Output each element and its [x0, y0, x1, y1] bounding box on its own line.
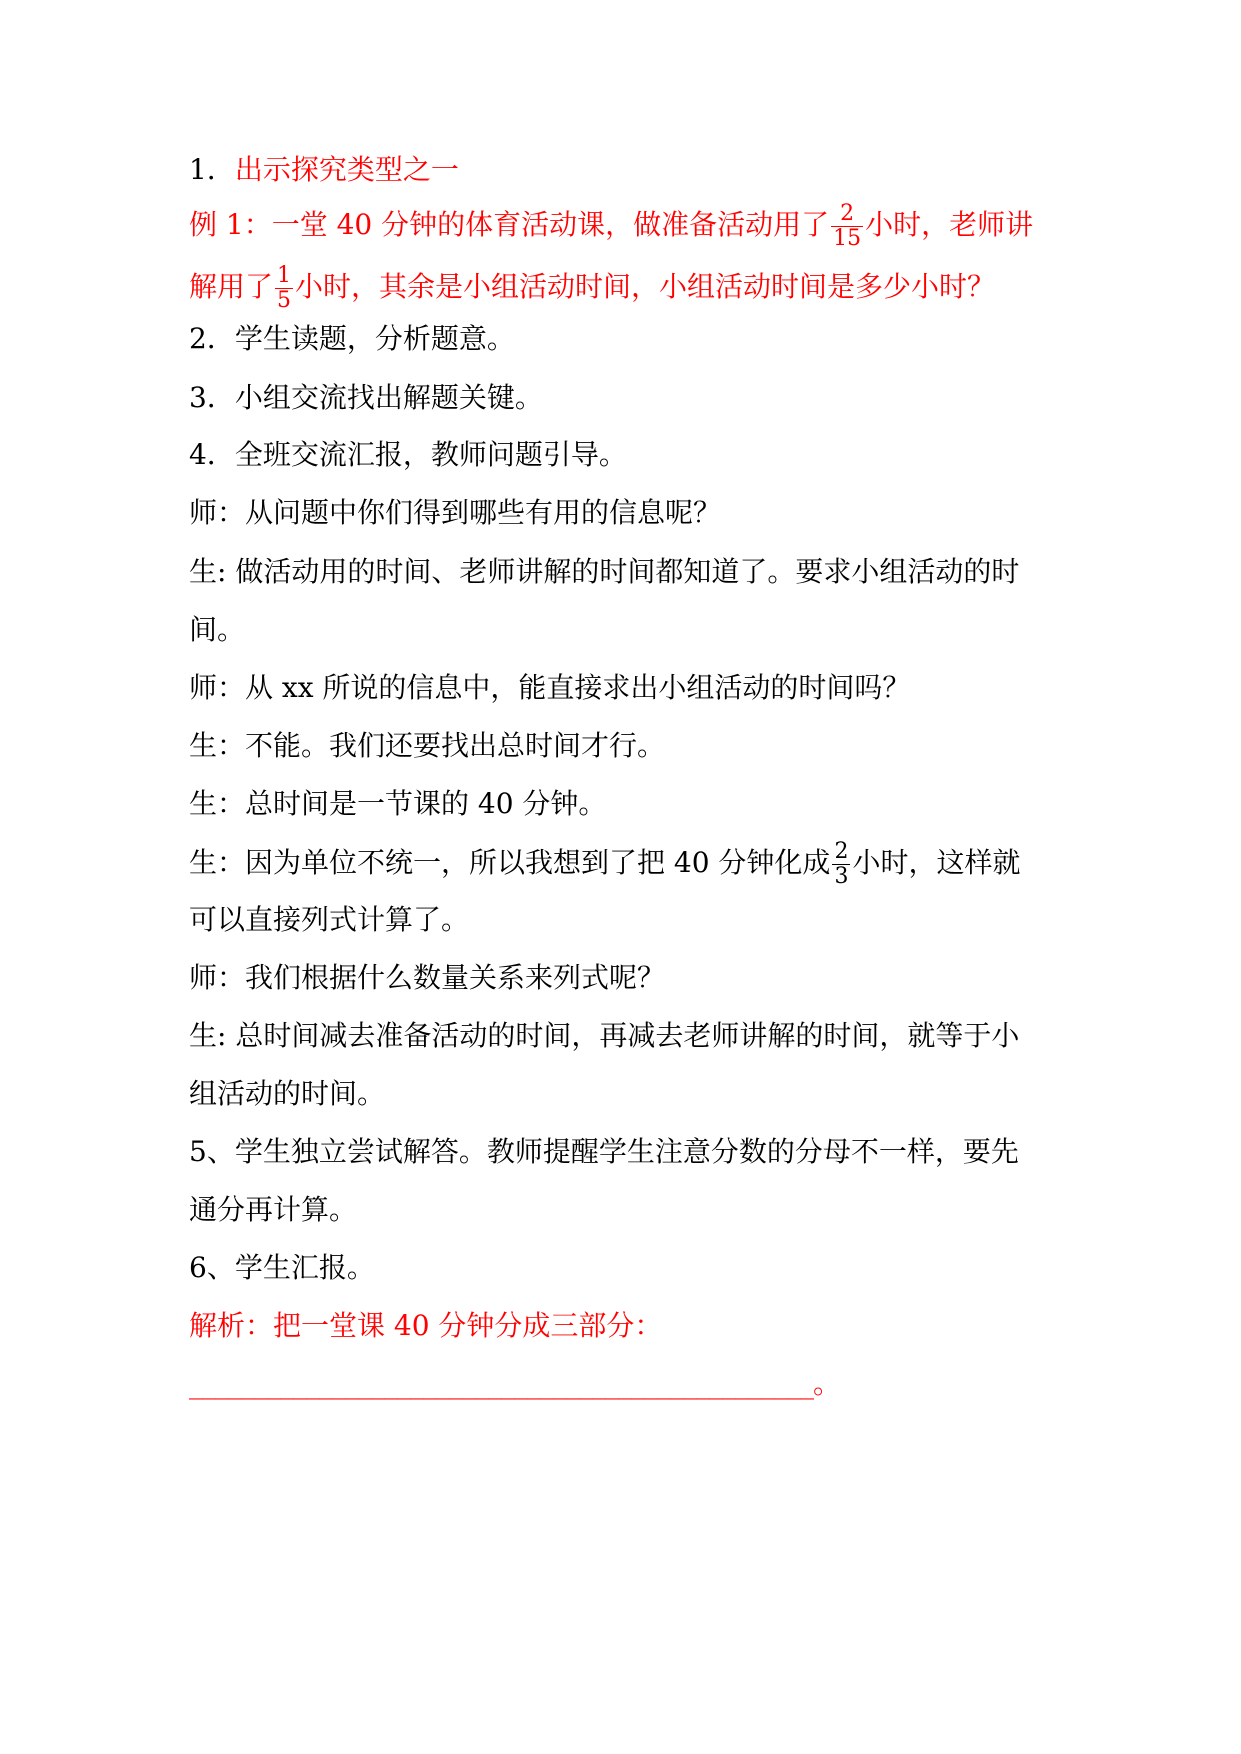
- dialog-student-2: 生：不能。我们还要找出总时间才行。: [189, 729, 666, 762]
- fraction-denominator: 3: [834, 864, 849, 889]
- dialog-student-5-cont: 组活动的时间。: [189, 1077, 386, 1110]
- answer-blank-line: ________________________________________________。: [189, 1367, 841, 1400]
- dialog-teacher-3: 师：我们根据什么数量关系来列式呢？: [189, 961, 666, 994]
- dialog-student-5: 生: 总时间减去准备活动的时间，再减去老师讲解的时间，就等于小: [189, 1019, 1020, 1052]
- step-5-cont: 通分再计算。: [189, 1193, 358, 1226]
- example-text: 解用了: [189, 270, 274, 303]
- step-4: 4．全班交流汇报，教师问题引导。: [189, 438, 627, 471]
- fraction-numerator: 2: [834, 839, 849, 864]
- dialog-teacher-1: 师：从问题中你们得到哪些有用的信息呢？: [189, 496, 722, 529]
- fraction-denominator: 5: [277, 288, 292, 313]
- step-3: 3．小组交流找出解题关键。: [189, 381, 543, 414]
- fraction-numerator: 1: [277, 263, 292, 288]
- dialog-student-4-cont: 可以直接列式计算了。: [189, 903, 470, 936]
- section-title: 出示探究类型之一: [234, 153, 459, 186]
- example-1-line-1: [189, 202, 1059, 251]
- dialog-student-1: 生: 做活动用的时间、老师讲解的时间都知道了。要求小组活动的时: [189, 555, 1020, 588]
- fraction-numerator: 2: [831, 202, 863, 227]
- item-number: 1．: [189, 153, 235, 186]
- dialog-student-1-cont: 间。: [189, 613, 246, 646]
- example-text: 小时，其余是小组活动时间，小组活动时间是多少小时？: [295, 270, 996, 303]
- example-text: 小时，老师讲: [865, 208, 1034, 241]
- analysis-heading: 解析：把一堂课 40 分钟分成三部分：: [189, 1309, 663, 1342]
- step-6: 6、学生汇报。: [189, 1251, 375, 1284]
- fraction-2-15: [831, 202, 863, 251]
- dialog-teacher-2: 师：从 xx 所说的信息中，能直接求出小组活动的时间吗？: [189, 671, 911, 704]
- dialog-student-3: 生：总时间是一节课的 40 分钟。: [189, 787, 607, 820]
- example-text: 例 1：一堂 40 分钟的体育活动课，做准备活动用了: [189, 208, 830, 241]
- heading-item-1: [189, 150, 1059, 190]
- example-1-line-2: [189, 264, 1059, 313]
- dialog-student-4: [189, 840, 1059, 889]
- dialog-text: 生：因为单位不统一，所以我想到了把 40 分钟化成: [189, 846, 831, 879]
- step-5: 5、学生独立尝试解答。教师提醒学生注意分数的分母不一样，要先: [189, 1135, 1019, 1168]
- dialog-text: 小时，这样就: [852, 846, 1021, 879]
- step-2: 2．学生读题，分析题意。: [189, 322, 515, 355]
- fraction-1-5: [275, 264, 293, 313]
- fraction-2-3: [832, 840, 850, 889]
- fraction-denominator: 15: [833, 226, 862, 251]
